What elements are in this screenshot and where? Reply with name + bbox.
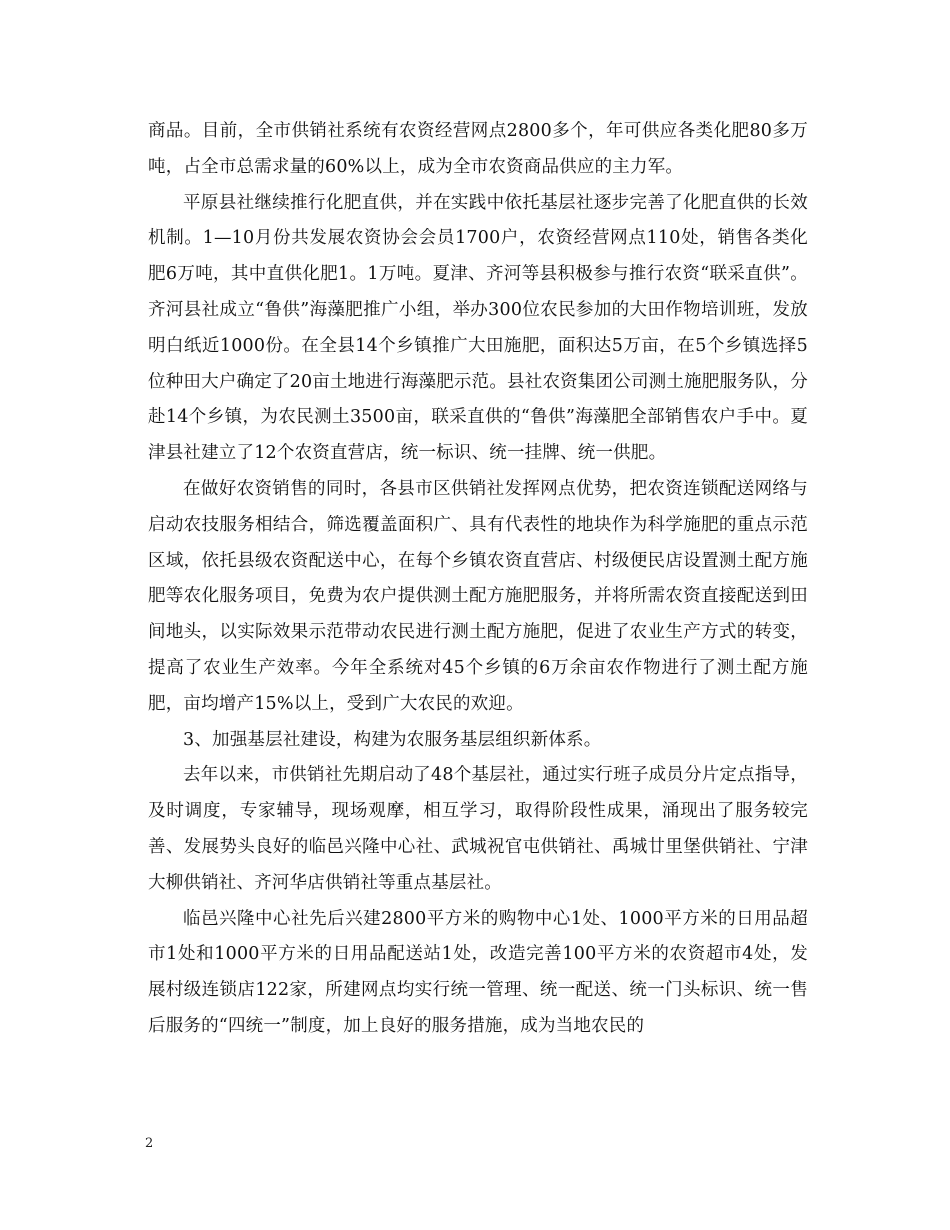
paragraph: 平原县社继续推行化肥直供，并在实践中依托基层社逐步完善了化肥直供的长效机制。1—10月份共发展农资协会会员1700户，农资经营网点110处，销售各类化肥6万吨，其中直供化肥1。1万吨。夏津、齐河等县积极参与推行农资“联采直供”。齐河县社成立“鲁供”海藻肥推广小组，举办300位农民参加的大田作物培训班，发放明白纸近1000份。在全县14个乡镇推广大田施肥，面积达5万亩，在5个乡镇选择5位种田大户确定了20亩土地进行海藻肥示范。县社农资集团公司测土施肥服务队，分赴14个乡镇，为农民测土3500亩，联采直供的“鲁供”海藻肥全部销售农户手中。夏津县社建立了12个农资直营店，统一标识、统一挂牌、统一供肥。 — [148, 192, 808, 464]
paragraph: 商品。目前，全市供销社系统有农资经营网点2800多个，年可供应各类化肥80多万吨，占全市总需求量的60%以上，成为全市农资商品供应的主力军。 — [148, 121, 808, 177]
document-body — [148, 114, 808, 1045]
section-heading: 3、加强基层社建设，构建为农服务基层组织新体系。 — [183, 729, 602, 750]
paragraph: 去年以来，市供销社先期启动了48个基层社，通过实行班子成员分片定点指导，及时调度，专家辅导，现场观摩，相互学习，取得阶段性成果，涌现出了服务较完善、发展势头良好的临邑兴隆中心社、武城祝官屯供销社、禹城廿里堡供销社、宁津大柳供销社、齐河华店供销社等重点基层社。 — [148, 765, 808, 893]
page-number: 2 — [145, 1136, 154, 1151]
paragraph: 在做好农资销售的同时，各县市区供销社发挥网点优势，把农资连锁配送网络与启动农技服务相结合，筛选覆盖面积广、具有代表性的地块作为科学施肥的重点示范区域，依托县级农资配送中心，在每个乡镇农资直营店、村级便民店设置测土配方施肥等农化服务项目，免费为农户提供测土配方施肥服务，并将所需农资直接配送到田间地头，以实际效果示范带动农民进行测土配方施肥，促进了农业生产方式的转变，提高了农业生产效率。今年全系统对45个乡镇的6万余亩农作物进行了测土配方施肥，亩均增产15%以上，受到广大农民的欢迎。 — [148, 478, 808, 714]
paragraph: 临邑兴隆中心社先后兴建2800平方米的购物中心1处、1000平方米的日用品超市1处和1000平方米的日用品配送站1处，改造完善100平方米的农资超市4处，发展村级连锁店122家，所建网点均实行统一管理、统一配送、统一门头标识、统一售后服务的“四统一”制度，加上良好的服务措施，成为当地农民的 — [148, 908, 808, 1036]
